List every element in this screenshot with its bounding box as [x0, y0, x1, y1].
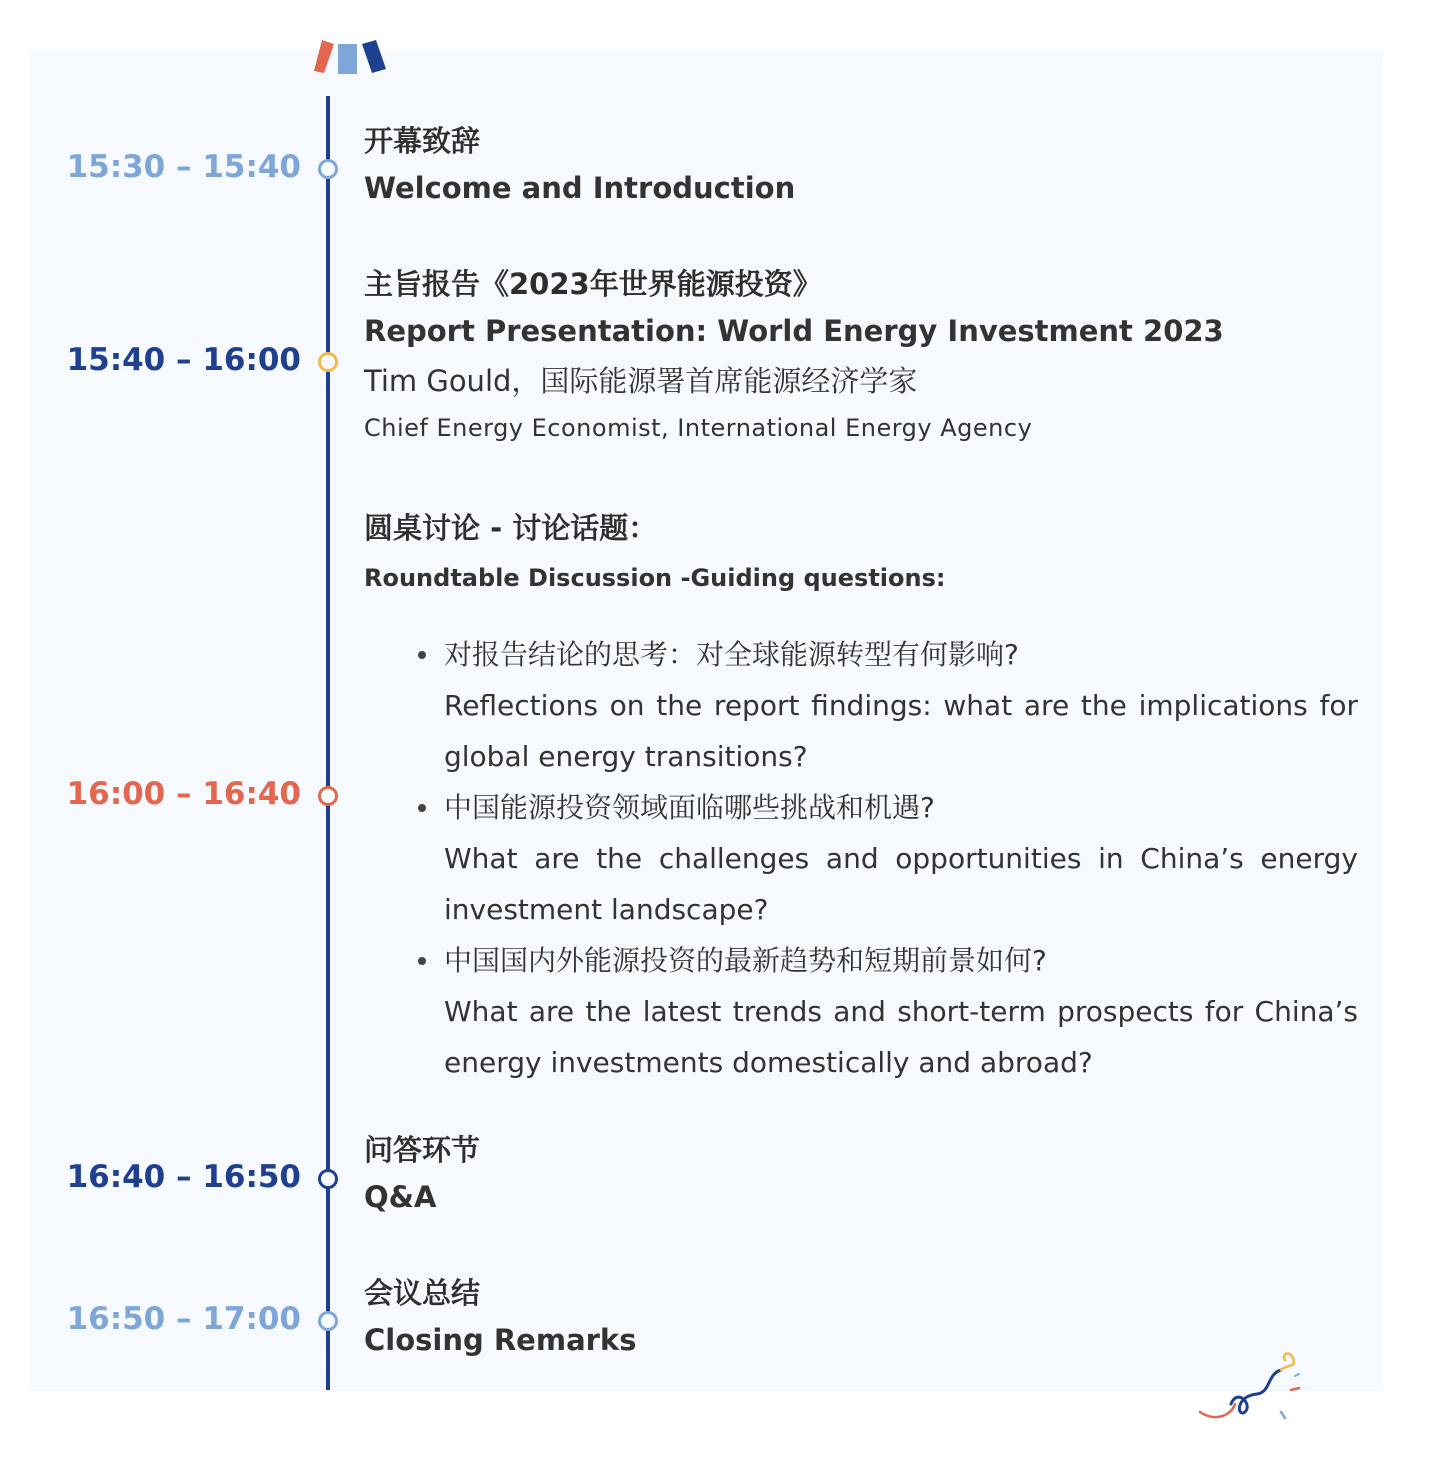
speaker-role-en: Chief Energy Economist, International Energy Agency — [364, 413, 1033, 442]
item-title-en: Welcome and Introduction — [364, 170, 796, 205]
question-zh: 中国国内外能源投资的最新趋势和短期前景如何? — [444, 943, 1047, 977]
item-title-zh: 开幕致辞 — [364, 124, 481, 158]
timeline-dot-3 — [318, 786, 338, 806]
time-slot-2: 15:40 – 16:00 — [66, 342, 301, 378]
question-en: What are the latest trends and short-term prospects for China’s energy investments domestically and abroad? — [444, 994, 1358, 1079]
guiding-questions-list — [364, 629, 1358, 1088]
item-title-zh: 会议总结 — [364, 1276, 481, 1310]
time-slot-3: 16:00 – 16:40 — [66, 776, 301, 812]
item-title-zh: 主旨报告《2023年世界能源投资》 — [364, 267, 822, 301]
agenda-item-2 — [364, 267, 1358, 442]
item-title-en: Closing Remarks — [364, 1322, 637, 1357]
question-zh: 中国能源投资领域面临哪些挑战和机遇? — [444, 790, 935, 824]
confetti-decoration-icon — [1195, 1346, 1305, 1426]
time-slot-5: 16:50 – 17:00 — [66, 1301, 301, 1337]
speaker-name-zh: Tim Gould，国际能源署首席能源经济学家 — [364, 363, 918, 398]
agenda-item-1 — [364, 124, 1358, 206]
flag-decoration-icon — [308, 36, 390, 78]
timeline-dot-1 — [318, 159, 338, 179]
list-item — [444, 935, 1358, 1088]
question-en: Reflections on the report findings: what are the implications for global energy transitions? — [444, 688, 1358, 773]
timeline-line — [326, 96, 330, 1390]
item-title-zh: 问答环节 — [364, 1133, 481, 1167]
timeline-dot-5 — [318, 1311, 338, 1331]
item-title-en: Q&A — [364, 1179, 437, 1214]
question-en: What are the challenges and opportunities in China’s energy investment landscape? — [444, 841, 1358, 926]
list-item — [444, 629, 1358, 782]
question-zh: 对报告结论的思考：对全球能源转型有何影响? — [444, 637, 1019, 671]
list-item — [444, 782, 1358, 935]
agenda-item-3 — [364, 511, 1358, 1088]
item-title-en: Roundtable Discussion -Guiding questions: — [364, 563, 946, 592]
timeline-dot-2 — [318, 352, 338, 372]
timeline-dot-4 — [318, 1169, 338, 1189]
agenda-item-4 — [364, 1133, 1358, 1215]
time-slot-4: 16:40 – 16:50 — [66, 1159, 301, 1195]
item-title-zh: 圆桌讨论 - 讨论话题： — [364, 511, 658, 545]
item-title-en: Report Presentation: World Energy Investment 2023 — [364, 313, 1224, 348]
time-slot-1: 15:30 – 15:40 — [66, 149, 301, 185]
